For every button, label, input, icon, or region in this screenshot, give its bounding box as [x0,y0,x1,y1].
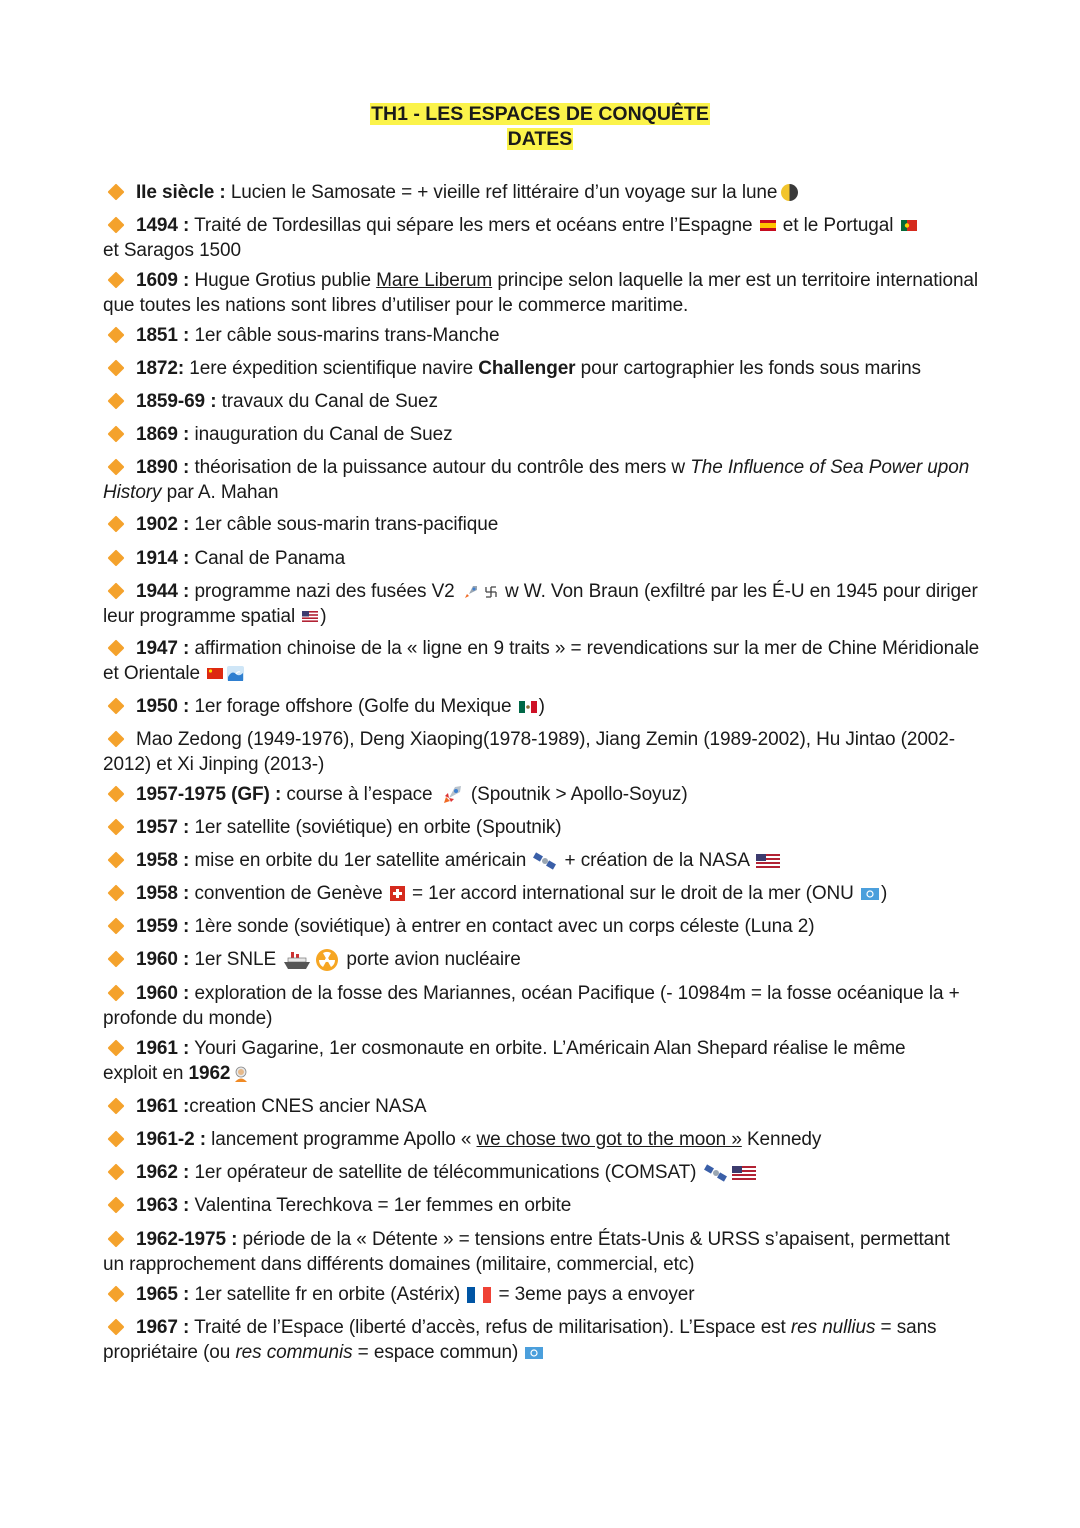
orange-diamond-icon [108,217,125,234]
orange-diamond-icon [108,1131,125,1148]
entry-date: 1609 : [136,270,190,291]
orange-diamond-icon [108,819,125,836]
spain-flag-icon [760,220,776,231]
page-subtitle [0,127,1080,152]
astronaut-icon [232,1065,250,1083]
timeline-entry: 1872: 1ere éxpedition scientifique navire Challenger pour cartographier les fonds sous marins [103,356,1003,381]
timeline-entry: 1859-69 : travaux du Canal de Suez [103,389,983,414]
orange-diamond-icon [108,786,125,803]
orange-diamond-icon [108,698,125,715]
mexico-flag-icon [519,701,537,713]
portugal-flag-icon [901,220,917,231]
usa-flag-icon [302,611,318,622]
un-flag-icon [861,888,879,900]
entry-date: 1947 : [136,638,190,659]
timeline-entry: 1967 : Traité de l’Espace (liberté d’accès, refus de militarisation). L’Espace est res nullius = sans propriétaire (ou res communis = espace commun) [103,1317,937,1363]
orange-diamond-icon [108,985,125,1002]
usa-flag-icon [732,1166,756,1180]
timeline-entry: 1869 : inauguration du Canal de Suez [103,422,983,447]
timeline-entry: IIe siècle : Lucien le Samosate = + vieille ref littéraire d’un voyage sur la lune [103,180,983,205]
rocket-icon [462,583,480,601]
orange-diamond-icon [108,393,125,410]
timeline-entry: 1960 : 1er SNLE porte avion nucléaire [103,947,983,972]
underlined-title: Mare Liberum [376,270,493,291]
timeline-entry: Mao Zedong (1949-1976), Deng Xiaoping(1978-1989), Jiang Zemin (1989-2002), Hu Jintao (2002-2012) et Xi Jinping (2013-) [103,729,955,775]
china-flag-icon [207,668,223,679]
timeline-entry: 1957 : 1er satellite (soviétique) en orbite (Spoutnik) [103,815,983,840]
orange-diamond-icon [108,583,125,600]
entry-date: 1950 : [136,696,190,717]
un-flag-icon [525,1347,543,1359]
timeline-entry: 1944 : programme nazi des fusées V2 w W. Von Braun (exfiltré par les É-U en 1945 pour diriger leur programme spatial ) [103,581,978,627]
entry-date: 1902 : [136,514,190,535]
satellite-icon [533,851,557,871]
orange-diamond-icon [108,550,125,567]
page-title [0,102,1080,127]
entry-date: 1944 : [136,581,190,602]
entry-date: 1958 : [136,850,190,871]
entry-date: 1958 : [136,883,190,904]
timeline-entry: 1958 : mise en orbite du 1er satellite américain + création de la NASA [103,848,983,873]
timeline-entry: 1609 : Hugue Grotius publie Mare Liberum principe selon laquelle la mer est un territoire international que toutes les nations sont libres d’utiliser pour le commerce maritime. [103,270,979,316]
entry-date: 1890 : [136,457,190,478]
entry-date: 1965 : [136,1284,190,1305]
usa-flag-icon [756,854,780,868]
timeline-entry: 1959 : 1ère sonde (soviétique) à entrer en contact avec un corps céleste (Luna 2) [103,914,983,939]
swastika-icon [484,585,498,599]
timeline-entry: 1962-1975 : période de la « Détente » = tensions entre États-Unis & URSS s’apaisent, permettant un rapprochement dans différents domaines (militaire, commercial, etc) [103,1229,950,1275]
entry-date: 1494 : [136,215,190,236]
radioactive-icon [315,948,339,972]
timeline-entry: 1957-1975 (GF) : course à l’espace (Spoutnik > Apollo-Soyuz) [103,782,983,807]
orange-diamond-icon [108,1040,125,1057]
france-flag-icon [467,1287,491,1303]
timeline-entry: 1961 : Youri Gagarine, 1er cosmonaute en orbite. L’Américain Alan Shepard réalise le même exploit en 1962 [103,1038,906,1084]
timeline-entry: 1961-2 : lancement programme Apollo « we chose two got to the moon » Kennedy [103,1127,983,1152]
entry-date: 1961 : [136,1038,190,1059]
orange-diamond-icon [108,640,125,657]
entry-date: 1959 : [136,916,190,937]
timeline-entry: 1947 : affirmation chinoise de la « ligne en 9 traits » = revendications sur la mer de Chine Méridionale et Orientale [103,638,980,684]
rocket-icon [440,783,464,807]
entry-date: 1962-1975 : [136,1229,238,1250]
subtitle-highlight: DATES [507,128,573,150]
underlined-quote: we chose two got to the moon » [476,1129,742,1150]
title-highlight: TH1 - LES ESPACES DE CONQUÊTE [371,103,709,125]
entry-date: 1960 : [136,983,190,1004]
moon-icon [781,184,798,201]
orange-diamond-icon [108,327,125,344]
orange-diamond-icon [108,360,125,377]
entry-date: 1957-1975 (GF) : [136,784,282,805]
switzerland-flag-icon [390,886,405,901]
entry-date: 1851 : [136,325,190,346]
timeline-entry: 1851 : 1er câble sous-marins trans-Manche [103,323,983,348]
orange-diamond-icon [108,426,125,443]
orange-diamond-icon [108,1098,125,1115]
timeline-entry: 1963 : Valentina Terechkova = 1er femmes en orbite [103,1193,983,1218]
entry-date: 1962 : [136,1162,190,1183]
entry-date: 1963 : [136,1195,190,1216]
entry-date: 1869 : [136,424,190,445]
orange-diamond-icon [108,951,125,968]
entry-date: 1957 : [136,817,190,838]
entry-date: 1872: [136,358,185,379]
entry-date: 1914 : [136,548,190,569]
timeline-entry: 1902 : 1er câble sous-marin trans-pacifique [103,512,983,537]
orange-diamond-icon [108,1231,125,1248]
orange-diamond-icon [108,516,125,533]
entry-date: 1960 : [136,949,190,970]
orange-diamond-icon [108,918,125,935]
entry-date: IIe siècle : [136,182,226,203]
orange-diamond-icon [108,1164,125,1181]
satellite-icon [704,1163,728,1183]
orange-diamond-icon [108,1319,125,1336]
timeline-entry: 1960 : exploration de la fosse des Mariannes, océan Pacifique (- 10984m = la fosse océanique la + profonde du monde) [103,983,960,1029]
timeline-entry: 1961 :creation CNES ancier NASA [103,1094,983,1119]
orange-diamond-icon [108,731,125,748]
entry-date: 1961-2 : [136,1129,206,1150]
orange-diamond-icon [108,885,125,902]
timeline-entry: 1950 : 1er forage offshore (Golfe du Mexique ) [103,694,983,719]
timeline-entry: 1914 : Canal de Panama [103,546,983,571]
orange-diamond-icon [108,459,125,476]
ocean-wave-icon [227,666,244,681]
entry-date: 1961 : [136,1096,190,1117]
orange-diamond-icon [108,184,125,201]
entry-date: 1967 : [136,1317,190,1338]
orange-diamond-icon [108,272,125,289]
orange-diamond-icon [108,1286,125,1303]
timeline-entry: 1890 : théorisation de la puissance autour du contrôle des mers w The Influence of Sea Power upon History par A. Mahan [103,457,970,503]
ship-icon [283,949,311,971]
orange-diamond-icon [108,1197,125,1214]
timeline-entry: 1494 : Traité de Tordesillas qui sépare les mers et océans entre l’Espagne et le Portugal et Saragos 1500 [103,213,983,263]
timeline-entry: 1958 : convention de Genève = 1er accord international sur le droit de la mer (ONU ) [103,881,993,906]
entry-date: 1859-69 : [136,391,217,412]
timeline-entry: 1965 : 1er satellite fr en orbite (Astérix) = 3eme pays a envoyer [103,1282,983,1307]
timeline-entry: 1962 : 1er opérateur de satellite de télécommunications (COMSAT) [103,1160,983,1185]
orange-diamond-icon [108,852,125,869]
